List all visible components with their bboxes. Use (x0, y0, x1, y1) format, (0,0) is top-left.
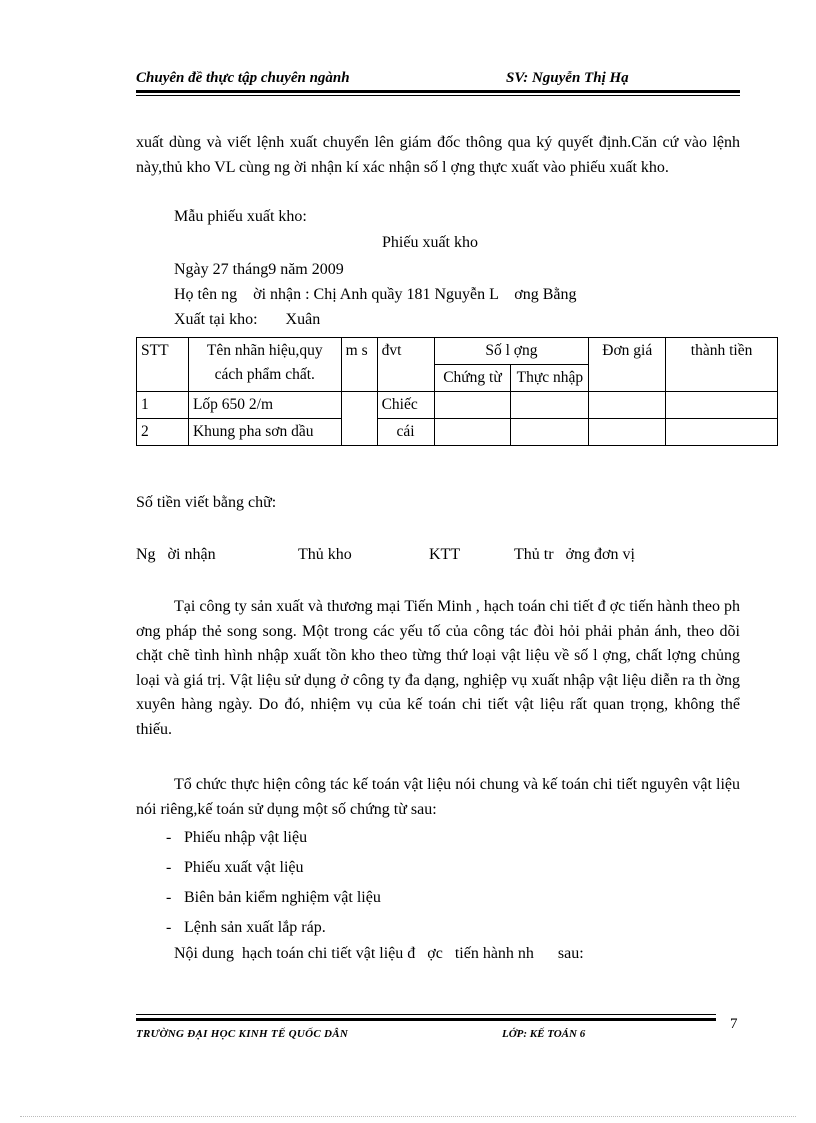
header-right: SV: Nguyễn Thị Hạ (506, 70, 629, 86)
header-stt: STT (137, 338, 189, 392)
footer-rule-thick (136, 1018, 716, 1021)
row-dvt: Chiếc (377, 392, 434, 419)
row-price (589, 392, 666, 419)
header-qty-doc: Chứng từ (434, 365, 511, 392)
header-ms: m s (341, 338, 377, 392)
list-item: - Phiếu nhập vật liệu (166, 829, 308, 846)
issue-slip-table (136, 337, 778, 446)
list-item: - Biên bản kiểm nghiệm vật liệu (166, 889, 381, 906)
header-rule-thick (136, 90, 740, 93)
signature-storekeeper: Thủ kho (298, 546, 352, 563)
header-qty-actual: Thực nhập (511, 365, 589, 392)
row-stt: 1 (137, 392, 189, 419)
header-name: Tên nhãn hiệu,quy cách phẩm chất. (188, 338, 341, 392)
body-paragraph-1: Tại công ty sản xuất và thương mại Tiến Minh , hạch toán chi tiết đ ợc tiến hành theo ph ơng pháp thẻ song song. Một trong các yếu tố của công tác đòi hỏi phải phản ánh, theo dõi chặt chẽ tình hình nhập xuất tồn kho theo từng thứ loại vật liệu về số l ợng, chất lợng chủng loại và giá trị. Vật liệu sử dụng ở công ty đa dạng, nghiệp vụ xuất nhập vật liệu diễn ra th ờng xuyên hàng ngày. Do đó, nhiệm vụ của kế toán chi tiết vật liệu rất quan trọng, không thể thiếu. (136, 598, 740, 738)
signature-chief-accountant: KTT (429, 546, 461, 563)
footer-rule-thin (136, 1014, 716, 1015)
row-qty-doc (434, 392, 511, 419)
row-ms (341, 392, 377, 446)
header-amount: thành tiền (666, 338, 778, 392)
header-dvt: đvt (377, 338, 434, 392)
footer-school: TRƯỜNG ĐẠI HỌC KINH TẾ QUỐC DÂN (136, 1028, 349, 1040)
form-location: Xuất tại kho: Xuân (174, 311, 321, 328)
header-left: Chuyên đề thực tập chuyên ngành (136, 70, 350, 86)
signature-unit-head: Thủ tr ởng đơn vị (514, 546, 635, 563)
row-qty-doc (434, 419, 511, 446)
documents-list (166, 826, 381, 946)
body-paragraph-2: Tổ chức thực hiện công tác kế toán vật liệu nói chung và kế toán chi tiết nguyên vật liệu nói riêng,kế toán sử dụng một số chứng từ sau: (136, 776, 740, 818)
table-row (137, 419, 778, 446)
header-rule-thin (136, 95, 740, 96)
form-title: Phiếu xuất kho (382, 234, 478, 251)
row-dvt: cái (377, 419, 434, 446)
table-row (137, 392, 778, 419)
form-date: Ngày 27 tháng9 năm 2009 (174, 261, 344, 278)
row-amount (666, 419, 778, 446)
list-item: - Phiếu xuất vật liệu (166, 859, 304, 876)
closing-line: Nội dung hạch toán chi tiết vật liệu đ ợc tiến hành nh sau: (174, 945, 584, 962)
intro-paragraph: xuất dùng và viết lệnh xuất chuyển lên giám đốc thông qua ký quyết định.Căn cứ vào lệnh này,thủ kho VL cùng ng ời nhận kí xác nhận số l ợng thực xuất vào phiếu xuất kho. (136, 134, 740, 176)
list-item: - Lệnh sản xuất lắp ráp. (166, 919, 326, 936)
row-amount (666, 392, 778, 419)
row-price (589, 419, 666, 446)
row-stt: 2 (137, 419, 189, 446)
row-qty-actual (511, 392, 589, 419)
page-number: 7 (730, 1016, 738, 1032)
row-qty-actual (511, 419, 589, 446)
signature-receiver: Ng ời nhận (136, 546, 216, 563)
row-name: Khung pha sơn dầu (188, 419, 341, 446)
row-name: Lốp 650 2/m (188, 392, 341, 419)
amount-in-words: Số tiền viết bằng chữ: (136, 494, 277, 511)
form-receiver: Họ tên ng ời nhận : Chị Anh quầy 181 Nguyễn L ơng Bằng (174, 286, 577, 303)
header-qty: Số l ợng (434, 338, 589, 365)
header-price: Đơn giá (589, 338, 666, 392)
footer-class: LỚP: KẾ TOÁN 6 (502, 1028, 586, 1040)
page-bottom-dotted-line (20, 1116, 796, 1117)
form-intro: Mẫu phiếu xuất kho: (174, 208, 307, 225)
